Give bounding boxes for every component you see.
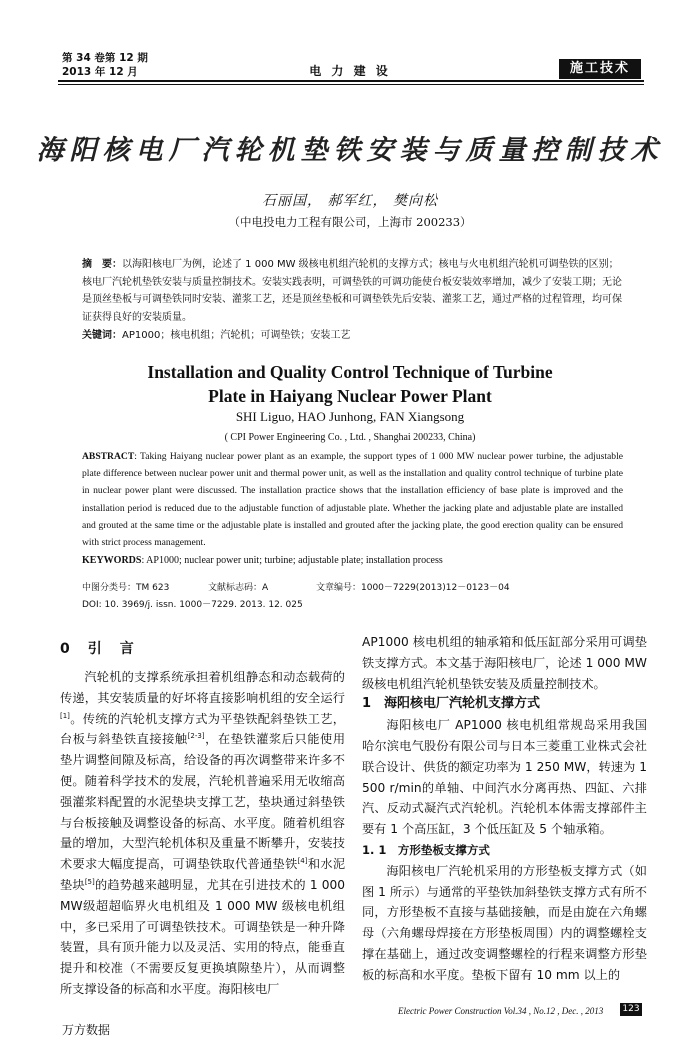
text-run: ，在垫铁灌浆后只能使用垫片调整间隙及标高，给设备的再次调整带来许多不便。随着科学技术的发展，汽轮机普遍采用无收缩高强灌浆料配置的水泥垫块支撑工艺，垫块通过斜垫铁与台板接触及调整设备的标高、水平度。随着机组容量的增加，大型汽轮机体积及重量不断攀升，安装技术要求大幅度提高，可调垫铁取代普通垫铁 <box>60 732 346 872</box>
document-code: 文献标志码：A <box>208 583 269 593</box>
section-heading-1: 1 海阳核电厂汽轮机支撑方式 <box>362 696 541 712</box>
paper-title-cn: 海阳核电厂汽轮机垫铁安装与质量控制技术 <box>36 135 664 166</box>
abstract-en <box>82 448 623 551</box>
footer-journal: Electric Power Construction Vol.34 , No.12 , Dec. , 2013 <box>398 1006 604 1016</box>
header-rule <box>58 80 644 82</box>
keywords-en <box>82 555 623 566</box>
doi: DOI: 10. 3969/j. issn. 1000－7229. 2013. 12. 025 <box>82 600 303 610</box>
journal-name: 电 力 建 设 <box>309 64 391 78</box>
article-number: 文章编号：1000－7229(2013)12－0123－04 <box>316 583 510 593</box>
title-en-line2: Plate in Haiyang Nuclear Power Plant <box>208 386 492 406</box>
authors-en: SHI Liguo, HAO Junhong, FAN Xiangsong <box>235 409 465 424</box>
keywords-cn-text: AP1000；核电机组；汽轮机；可调垫铁；安装工艺 <box>122 330 351 341</box>
citation-ref: [5] <box>84 877 95 886</box>
affiliation-cn: （中电投电力工程有限公司，上海市 200233） <box>228 215 472 229</box>
keywords-cn-label: 关键词： <box>82 330 122 341</box>
authors-cn: 石丽国， 郝军红， 樊向松 <box>262 193 438 209</box>
body-column-left <box>60 667 345 1000</box>
abstract-cn <box>82 256 622 326</box>
affiliation-en: ( CPI Power Engineering Co. , Ltd. , Shanghai 200233, China) <box>224 432 476 443</box>
paper-title-en <box>0 360 700 408</box>
text-run: 汽轮机的支撑系统承担着机组静态和动态载荷的传递，其安装质量的好坏将直接影响机组的安全运行 <box>60 670 345 705</box>
classification-line <box>82 580 510 593</box>
subsection-heading-1-1: 1. 1 方形垫板支撑方式 <box>362 842 490 857</box>
section-heading-intro: 0 引 言 <box>60 641 136 657</box>
abstract-cn-label: 摘 要： <box>82 259 122 270</box>
abstract-en-text: : Taking Haiyang nuclear power plant as an example, the support types of 1 000 MW nuclear power turbine, the adjustable plate difference between nuclear power unit and thermal power unit, as well as the installation and quality control technique of turbine plate in nuclear power plant were discussed. The installation practice shows that the installation efficiency of base plate is improved and the installation period is reduced due to the adjustable function of adjustable plate. Whether the jacking plate and adjustable plate are installed and grouted at the same time or the adjustable plate is installed and grouted after the jacking plate, the good erection quality can be ensured with strict process management. <box>82 451 623 549</box>
title-en-line1: Installation and Quality Control Technique of Turbine <box>147 362 553 382</box>
abstract-cn-text: 以海阳核电厂为例，论述了 1 000 MW 级核电机组汽轮机的支撑方式；核电与火电机组汽轮机可调垫铁的区别；核电厂汽轮机垫铁安装与质量控制技术。安装实践表明，可调垫铁的可调功能使台板安装效率增加，减少了安装工期；无论是顶丝垫板与可调垫铁同时安装、灌浆工艺，还是顶丝垫板和可调垫铁先后安装、灌浆工艺，通过严格的过程管理，均可保证获得良好的安装质量。 <box>82 259 622 323</box>
header-rule-thin <box>58 84 644 85</box>
keywords-en-label: KEYWORDS <box>82 555 142 566</box>
keywords-cn <box>82 326 622 341</box>
volume-issue: 第 34 卷第 12 期 <box>62 52 148 64</box>
page-number: 123 <box>620 1003 642 1016</box>
text-run: 。传统的汽轮机支撑方式为平垫铁配斜垫铁工艺，台板与斜垫铁直接接触 <box>60 711 345 747</box>
issue-date: 2013 年 12 月 <box>62 66 138 78</box>
clc-number: 中图分类号：TM 623 <box>82 583 170 593</box>
watermark-text: 万方数据 <box>62 1023 111 1037</box>
body-column-right <box>362 632 647 986</box>
keywords-en-text: : AP1000; nuclear power unit; turbine; adjustable plate; installation process <box>141 555 443 566</box>
column-tag: 施工技术 <box>559 59 641 79</box>
text-run: 和水泥垫块 <box>60 857 346 892</box>
citation-ref: [2-3] <box>187 732 205 741</box>
citation-ref: [4] <box>297 857 308 866</box>
square-plate-paragraph: 海阳核电厂汽轮机采用的方形垫板支撑方式（如图 1 所示）与通常的平垫铁加斜垫铁支撑方式有所不同，方形垫板不直接与基础接触，而是由旋在六角螺母（六角螺母焊接在方形垫板周围）内的调整螺栓支撑在基础上，通过改变调整螺栓的行程来调整方形垫板的标高和水平度。垫板下留有 10 mm 以上的 <box>362 863 647 982</box>
intro-paragraph <box>60 667 345 1000</box>
abstract-en-label: ABSTRACT <box>82 451 135 462</box>
support-paragraph: 海阳核电厂 AP1000 核电机组常规岛采用我国哈尔滨电气股份有限公司与日本三菱重工业株式会社联合设计、供货的额定功率为 1 250 MW，转速为 1 500 r/min的单轴、中间汽水分离再热、四缸、六排汽、反动式凝汽式汽轮机。汽轮机本体需支撑部件主要有 1 个高压缸，3 个低压缸及 5 个轴承箱。 <box>362 718 647 837</box>
intro-paragraph-cont: AP1000 核电机组的轴承箱和低压缸部分采用可调垫铁支撑方式。本文基于海阳核电厂，论述 1 000 MW 级核电机组汽轮机垫铁安装及质量控制技术。 <box>362 635 647 691</box>
citation-ref: [1] <box>60 711 70 720</box>
text-run: 的趋势越来越明显，尤其在引进技术的 1 000 MW级超超临界火电机组及 1 000 MW 级核电机组中，多已采用了可调垫铁技术。可调垫铁是一种升降装置，具有顶升能力以及灵活、实用的特点，能垂直提升和校准（不需要反复更换填隙垫片），从而调整所支撑设备的标高和水平度。海阳核电厂 <box>60 877 346 996</box>
